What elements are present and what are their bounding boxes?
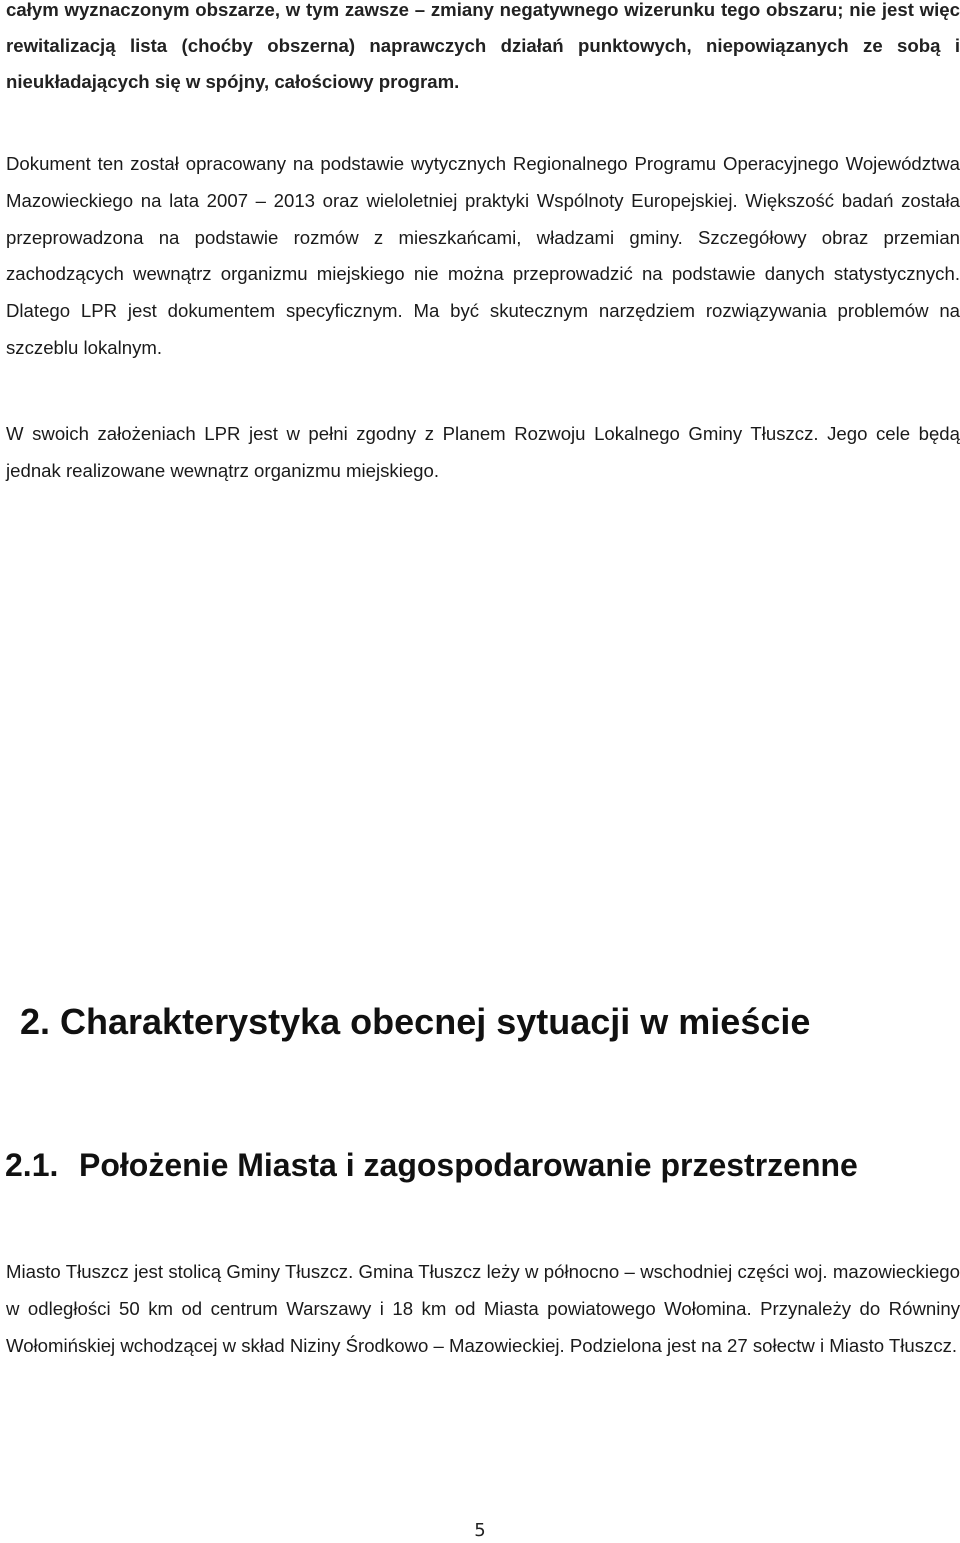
section-number: 2. (20, 1001, 51, 1042)
page-number: 5 (474, 1520, 486, 1541)
section-title: Charakterystyka obecnej sytuacji w mieście (60, 1001, 811, 1042)
assumptions-paragraph: W swoich założeniach LPR jest w pełni zgodny z Planem Rozwoju Lokalnego Gminy Tłuszcz. Jego cele będą jednak realizowane wewnątrz organizmu miejskiego. (6, 423, 960, 481)
subsection-title: Położenie Miasta i zagospodarowanie przestrzenne (79, 1147, 858, 1183)
subsection-heading (5, 1142, 858, 1188)
intro-bold-paragraph: całym wyznaczonym obszarze, w tym zawsze – zmiany negatywnego wizerunku tego obszaru; nie jest więc rewitalizacją lista (choćby obszerna) naprawczych działań punktowych, niepowiązanych ze sobą i nieukładających się w spójny, całościowy program. (6, 0, 960, 92)
document-basis-paragraph: Dokument ten został opracowany na podstawie wytycznych Regionalnego Programu Operacyjnego Województwa Mazowieckiego na lata 2007 – 2013 oraz wieloletniej praktyki Wspólnoty Europejskiej. Większość badań została przeprowadzona na podstawie rozmów z mieszkańcami, władzami gminy. Szczegółowy obraz przemian zachodzących wewnątrz organizmu miejskiego nie można przeprowadzić na podstawie danych statystycznych. Dlatego LPR jest dokumentem specyficznym. Ma być skutecznym narzędziem rozwiązywania problemów na szczeblu lokalnym. (6, 153, 960, 358)
location-paragraph: Miasto Tłuszcz jest stolicą Gminy Tłuszcz. Gmina Tłuszcz leży w północno – wschodniej części woj. mazowieckiego w odległości 50 km od centrum Warszawy i 18 km od Miasta powiatowego Wołomina. Przynależy do Równiny Wołomińskiej wchodzącej w skład Niziny Środkowo – Mazowieckiej. Podzielona jest na 27 sołectw i Miasto Tłuszcz. (6, 1261, 960, 1356)
section-heading (20, 998, 810, 1046)
subsection-number: 2.1. (5, 1147, 59, 1183)
